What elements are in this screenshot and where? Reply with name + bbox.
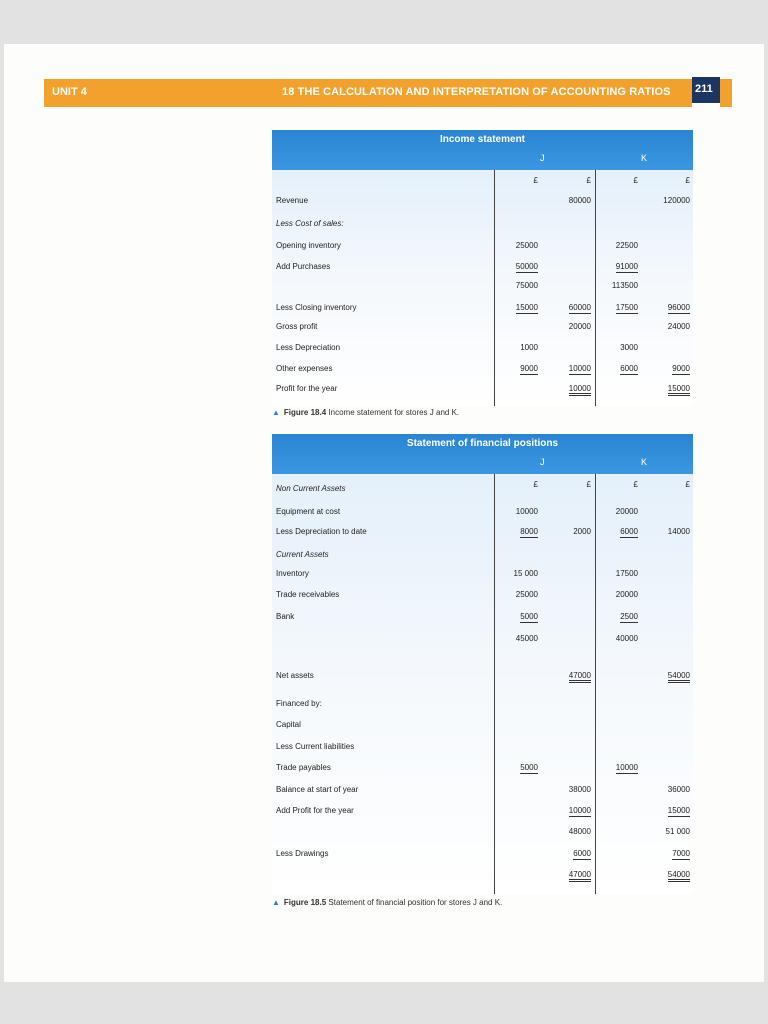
income-statement-body xyxy=(272,170,693,406)
currency-k1: £ xyxy=(633,480,638,489)
cell-value: 7000 xyxy=(672,849,690,858)
cell-value: 15000 xyxy=(667,806,690,815)
table-row xyxy=(272,262,693,276)
page-number-box xyxy=(692,77,720,103)
table-row xyxy=(272,569,693,583)
cell-value: 5000 xyxy=(520,763,538,772)
currency-j2: £ xyxy=(586,480,591,489)
cell-value: 113500 xyxy=(611,281,638,290)
table-cell xyxy=(531,196,591,205)
currency-j1: £ xyxy=(533,176,538,185)
banner-tail xyxy=(720,79,732,107)
table-row xyxy=(272,634,693,648)
table-cell xyxy=(578,590,638,599)
cell-value: 2500 xyxy=(620,612,638,621)
cell-value: 45000 xyxy=(515,634,538,643)
table-row xyxy=(272,742,693,756)
cell-value: 80000 xyxy=(568,196,591,205)
row-label: Non Current Assets xyxy=(276,484,346,493)
table-cell xyxy=(478,507,538,516)
cell-value: 14000 xyxy=(667,527,690,536)
table-row xyxy=(272,507,693,521)
cell-value: 1000 xyxy=(520,343,538,352)
row-label: Bank xyxy=(276,612,295,621)
table-row xyxy=(272,827,693,841)
divider-j xyxy=(494,170,495,406)
cell-value: 91000 xyxy=(615,262,638,271)
row-label: Profit for the year xyxy=(276,384,338,393)
cell-value: 24000 xyxy=(667,322,690,331)
figure-18-4-caption xyxy=(272,408,459,417)
row-label: Gross profit xyxy=(276,322,318,331)
cell-value: 15000 xyxy=(515,303,538,312)
financial-position-header xyxy=(272,434,693,474)
column-j-label: J xyxy=(540,153,545,163)
table-cell xyxy=(531,785,591,794)
table-cell xyxy=(578,343,638,352)
table-cell xyxy=(531,827,591,836)
financial-position-table xyxy=(272,434,693,894)
table-row xyxy=(272,612,693,626)
unit-banner xyxy=(44,79,272,107)
table-cell xyxy=(531,671,591,680)
row-label: Less Depreciation xyxy=(276,343,341,352)
table-cell xyxy=(578,763,638,772)
table-cell xyxy=(630,196,690,205)
table-row xyxy=(272,281,693,295)
table-row xyxy=(272,219,693,233)
cell-value: 6000 xyxy=(620,364,638,373)
table-cell xyxy=(630,364,690,373)
table-cell xyxy=(578,281,638,290)
cell-value: 75000 xyxy=(515,281,538,290)
chapter-banner xyxy=(272,79,692,107)
table-row xyxy=(272,484,693,498)
currency-k2: £ xyxy=(685,176,690,185)
table-cell xyxy=(630,827,690,836)
table-cell xyxy=(578,527,638,536)
unit-label: UNIT 4 xyxy=(52,86,87,98)
table-cell xyxy=(630,303,690,312)
divider-j xyxy=(494,474,495,894)
row-label: Equipment at cost xyxy=(276,507,341,516)
row-label: Net assets xyxy=(276,671,314,680)
table-row xyxy=(272,806,693,820)
cell-value: 47000 xyxy=(569,671,591,683)
table-cell xyxy=(630,322,690,331)
table-row xyxy=(272,322,693,336)
cell-value: 50000 xyxy=(515,262,538,271)
table-row xyxy=(272,364,693,378)
table-row xyxy=(272,699,693,713)
table-row xyxy=(272,196,693,210)
cell-value: 20000 xyxy=(615,507,638,516)
table-cell xyxy=(478,262,538,271)
row-label: Trade receivables xyxy=(276,590,340,599)
cell-value: 10000 xyxy=(569,384,591,396)
caption-label: Figure 18.4 xyxy=(283,408,327,417)
row-label: Opening inventory xyxy=(276,241,341,250)
column-k-label: K xyxy=(641,153,648,163)
table-cell xyxy=(630,785,690,794)
table-cell xyxy=(478,590,538,599)
cell-value: 25000 xyxy=(515,241,538,250)
table-row xyxy=(272,763,693,777)
cell-value: 54000 xyxy=(668,671,690,683)
figure-18-5-caption xyxy=(272,898,502,907)
table-cell xyxy=(578,303,638,312)
divider-k xyxy=(595,474,596,894)
row-label: Capital xyxy=(276,720,301,729)
table-row xyxy=(272,527,693,541)
row-label: Less Current liabilities xyxy=(276,742,355,751)
table-cell xyxy=(478,364,538,373)
cell-value: 10000 xyxy=(568,806,591,815)
caption-label: Figure 18.5 xyxy=(283,898,327,907)
cell-value: 38000 xyxy=(568,785,591,794)
table-row xyxy=(272,384,693,398)
table-row xyxy=(272,550,693,564)
cell-value: 17500 xyxy=(615,569,638,578)
row-label: Current Assets xyxy=(276,550,329,559)
row-label: Add Profit for the year xyxy=(276,806,354,815)
column-j-label: J xyxy=(540,457,545,467)
cell-value: 10000 xyxy=(568,364,591,373)
financial-position-body xyxy=(272,474,693,894)
cell-value: 22500 xyxy=(615,241,638,250)
table-cell xyxy=(578,364,638,373)
table-cell xyxy=(478,281,538,290)
row-label: Revenue xyxy=(276,196,309,205)
table-row xyxy=(272,241,693,255)
row-label: Trade payables xyxy=(276,763,331,772)
table-row xyxy=(272,343,693,357)
cell-value: 3000 xyxy=(620,343,638,352)
cell-value: 10000 xyxy=(515,507,538,516)
table-row xyxy=(272,870,693,884)
table-cell xyxy=(578,241,638,250)
page-number: 211 xyxy=(695,83,713,95)
cell-value: 20000 xyxy=(615,590,638,599)
table-cell xyxy=(630,806,690,815)
row-label: Add Purchases xyxy=(276,262,331,271)
table-cell xyxy=(531,870,591,879)
row-label: Balance at start of year xyxy=(276,785,359,794)
cell-value: 9000 xyxy=(520,364,538,373)
currency-j2: £ xyxy=(586,176,591,185)
row-label: Less Drawings xyxy=(276,849,329,858)
cell-value: 9000 xyxy=(672,364,690,373)
column-k-label: K xyxy=(641,457,648,467)
table-row xyxy=(272,303,693,317)
cell-value: 54000 xyxy=(668,870,690,882)
currency-k1: £ xyxy=(633,176,638,185)
cell-value: 5000 xyxy=(520,612,538,621)
table-cell xyxy=(578,569,638,578)
caption-text: Statement of financial position for stores J and K. xyxy=(328,898,503,907)
table-cell xyxy=(578,612,638,621)
triangle-icon: ▲ xyxy=(272,408,280,417)
cell-value: 15000 xyxy=(668,384,690,396)
financial-position-title: Statement of financial positions xyxy=(406,438,559,449)
cell-value: 48000 xyxy=(568,827,591,836)
table-cell xyxy=(478,569,538,578)
cell-value: 6000 xyxy=(573,849,591,858)
table-cell xyxy=(630,671,690,680)
currency-j1: £ xyxy=(533,480,538,489)
income-statement-title: Income statement xyxy=(439,134,526,145)
table-row xyxy=(272,671,693,685)
table-cell xyxy=(531,806,591,815)
row-label: Financed by: xyxy=(276,699,322,708)
currency-k2: £ xyxy=(685,480,690,489)
cell-value: 96000 xyxy=(667,303,690,312)
income-statement-table xyxy=(272,130,693,406)
cell-value: 25000 xyxy=(515,590,538,599)
table-cell xyxy=(630,527,690,536)
cell-value: 2000 xyxy=(573,527,591,536)
table-cell xyxy=(531,849,591,858)
table-cell xyxy=(478,527,538,536)
cell-value: 47000 xyxy=(569,870,591,882)
income-statement-header xyxy=(272,130,693,170)
row-label: Less Closing inventory xyxy=(276,303,357,312)
chapter-title: 18 THE CALCULATION AND INTERPRETATION OF ACCOUNTING RATIOS xyxy=(282,86,671,98)
cell-value: 6000 xyxy=(620,527,638,536)
table-row xyxy=(272,849,693,863)
divider-k xyxy=(595,170,596,406)
cell-value: 120000 xyxy=(663,196,690,205)
cell-value: 20000 xyxy=(568,322,591,331)
table-cell xyxy=(578,634,638,643)
table-cell xyxy=(478,612,538,621)
row-label: Less Depreciation to date xyxy=(276,527,367,536)
table-cell xyxy=(478,303,538,312)
cell-value: 36000 xyxy=(667,785,690,794)
table-cell xyxy=(531,384,591,393)
cell-value: 10000 xyxy=(615,763,638,772)
table-cell xyxy=(531,322,591,331)
row-label: Inventory xyxy=(276,569,309,578)
table-cell xyxy=(578,262,638,271)
cell-value: 17500 xyxy=(615,303,638,312)
table-cell xyxy=(630,384,690,393)
table-cell xyxy=(478,343,538,352)
table-cell xyxy=(630,870,690,879)
table-row xyxy=(272,785,693,799)
table-cell xyxy=(478,634,538,643)
table-cell xyxy=(630,849,690,858)
row-label: Less Cost of sales: xyxy=(276,219,344,228)
cell-value: 40000 xyxy=(615,634,638,643)
triangle-icon: ▲ xyxy=(272,898,280,907)
table-cell xyxy=(578,507,638,516)
cell-value: 8000 xyxy=(520,527,538,536)
table-row xyxy=(272,590,693,604)
row-label: Other expenses xyxy=(276,364,333,373)
cell-value: 51 000 xyxy=(665,827,690,836)
table-row xyxy=(272,720,693,734)
table-cell xyxy=(478,763,538,772)
table-cell xyxy=(478,241,538,250)
cell-value: 15 000 xyxy=(513,569,538,578)
caption-text: Income statement for stores J and K. xyxy=(328,408,460,417)
cell-value: 60000 xyxy=(568,303,591,312)
